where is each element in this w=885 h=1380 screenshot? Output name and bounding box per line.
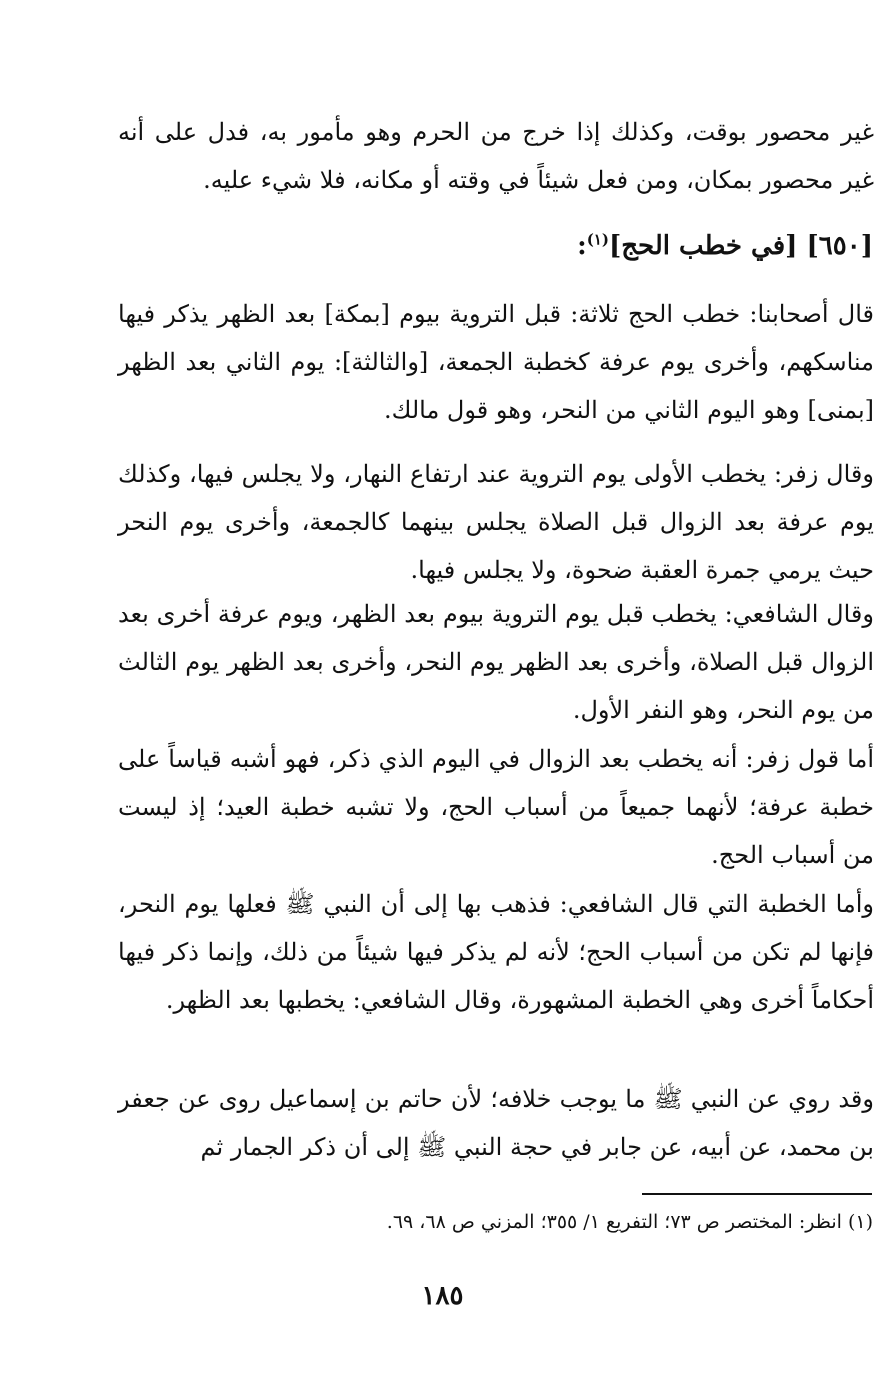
paragraph-hadith-narration: وقد روي عن النبي ﷺ ما يوجب خلافه؛ لأن حاتم بن إسماعيل روى عن جعفر بن محمد، عن أبيه، عن جابر في حجة النبي ﷺ إلى أن ذكر الجمار ثم — [118, 1085, 874, 1161]
intro-paragraph: غير محصور بوقت، وكذلك إذا خرج من الحرم وهو مأمور به، فدل على أنه غير محصور بمكان، ومن فعل شيئاً في وقته أو مكانه، فلا شيء عليه. — [118, 118, 874, 194]
section-heading-text: [٦٥٠] [في خطب الحج] — [608, 231, 873, 261]
paragraph-shafii-analysis: وأما الخطبة التي قال الشافعي: فذهب بها إلى أن النبي ﷺ فعلها يوم النحر، فإنها لم تكن من أسباب الحج؛ لأنه لم يذكر فيها شيئاً من ذلك، وإنما ذكر فيها أحكاماً أخرى وهي الخطبة المشهورة، وقال الشافعي: يخطبها بعد الظهر. — [118, 890, 874, 1014]
paragraph-zufar-opinion: وقال زفر: يخطب الأولى يوم التروية عند ارتفاع النهار، ولا يجلس فيها، وكذلك يوم عرفة بعد الزوال قبل الصلاة يجلس بينهما كالجمعة، وأخرى يوم النحر حيث يرمي جمرة العقبة ضحوة، ولا يجلس فيها. — [118, 460, 874, 584]
section-heading — [577, 222, 873, 270]
paragraph-companions-opinion: قال أصحابنا: خطب الحج ثلاثة: قبل التروية بيوم [بمكة] بعد الظهر يذكر فيها مناسكهم، وأخرى يوم عرفة كخطبة الجمعة، [والثالثة]: يوم الثاني بعد الظهر [بمنى] وهو اليوم الثاني من النحر، وهو قول مالك. — [118, 300, 874, 424]
footnote: (١) انظر: المختصر ص ٧٣؛ التفريع ١/ ٣٥٥؛ المزني ص ٦٨، ٦٩. — [386, 1211, 873, 1233]
paragraph-zufar-analysis: أما قول زفر: أنه يخطب بعد الزوال في اليوم الذي ذكر، فهو أشبه قياساً على خطبة عرفة؛ لأنهما جميعاً من أسباب الحج، ولا تشبه خطبة العيد؛ إذ ليست من أسباب الحج. — [118, 745, 874, 869]
page-number: ١٨٥ — [421, 1281, 464, 1311]
section-heading-suffix: : — [577, 231, 587, 261]
paragraph-shafii-opinion: وقال الشافعي: يخطب قبل يوم التروية بيوم بعد الظهر، ويوم عرفة أخرى بعد الزوال قبل الصلاة، وأخرى بعد الظهر يوم النحر، وأخرى بعد الظهر يوم الثالث من يوم النحر، وهو النفر الأول. — [118, 600, 874, 724]
footnote-divider — [642, 1193, 872, 1195]
footnote-reference: (١) — [586, 230, 609, 249]
